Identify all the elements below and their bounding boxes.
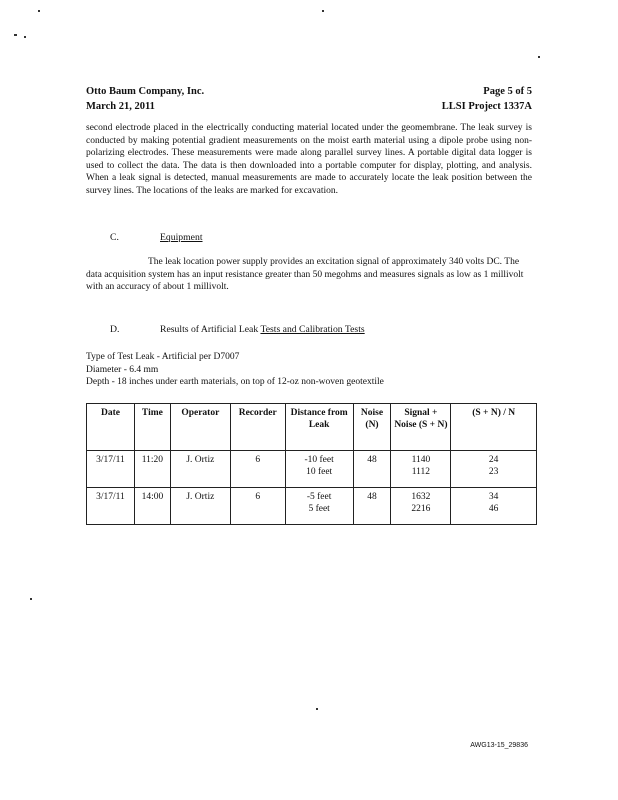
cell-recorder: 6 [230,488,285,525]
cell-signal-line: 2216 [411,504,431,514]
header-right [442,84,532,114]
cell-distance-line: 10 feet [306,467,333,477]
section-d-title-underlined: Tests and Calibration Tests [260,324,365,335]
col-header-operator: Operator [170,404,230,451]
scan-speck [24,36,26,38]
cell-signal [391,488,451,525]
section-c-number: C. [110,232,119,243]
cell-operator: J. Ortiz [170,488,230,525]
table-header-row [87,404,537,451]
scan-speck [38,10,40,12]
scan-speck [316,708,318,710]
footer-stamp: AWG13-15_29836 [470,742,528,749]
cell-noise: 48 [353,488,391,525]
scan-speck [14,34,17,36]
cell-signal-line: 1140 [411,455,431,465]
test-depth: Depth - 18 inches under earth materials, on top of 12-oz non-woven geotextile [86,377,384,387]
table-row [87,488,537,525]
section-d-title-plain: Results of Artificial Leak [160,324,261,335]
cell-ratio-line: 24 [488,455,499,465]
col-header-date: Date [87,404,135,451]
cell-time: 11:20 [134,451,170,488]
section-c-title: Equipment [160,232,203,243]
col-header-time: Time [134,404,170,451]
section-d-number: D. [110,324,120,335]
cell-distance [285,488,353,525]
cell-ratio [451,488,537,525]
cell-date: 3/17/11 [87,488,135,525]
cell-ratio [451,451,537,488]
cell-signal [391,451,451,488]
company-name: Otto Baum Company, Inc. [86,86,205,97]
col-header-noise: Noise (N) [353,404,391,451]
cell-distance-line: -10 feet [304,455,334,465]
cell-signal-line: 1632 [411,492,431,502]
col-header-ratio: (S + N) / N [451,404,537,451]
cell-operator: J. Ortiz [170,451,230,488]
test-info [86,351,384,389]
cell-signal-line: 1112 [411,467,431,477]
cell-ratio-line: 23 [488,467,499,477]
cell-time: 14:00 [134,488,170,525]
report-date: March 21, 2011 [86,101,155,112]
scan-speck [322,10,324,12]
page-number: Page 5 of 5 [483,86,532,97]
col-header-distance: Distance from Leak [285,404,353,451]
cell-distance [285,451,353,488]
scan-speck [30,598,32,600]
intro-paragraph: second electrode placed in the electrically conducting material located under the geomembrane. The leak survey is conducted by making potential gradient measurements on the moist earth material using a dipole probe using non-polarizing electrodes. These measurements were made along parallel survey lines. A portable digital data logger is used to collect the data. The data is then downloaded into a portable computer for display, plotting, and analysis. When a leak signal is detected, manual measurements are made to accurately locate the leak position between the survey lines. The locations of the leaks are marked for excavation. [86,123,532,196]
cell-recorder: 6 [230,451,285,488]
cell-ratio-line: 34 [488,492,499,502]
results-table [86,403,537,525]
project-id: LLSI Project 1337A [441,101,532,112]
col-header-signal: Signal + Noise (S + N) [391,404,451,451]
cell-date: 3/17/11 [87,451,135,488]
section-c-paragraph: The leak location power supply provides an excitation signal of approximately 340 volts DC. The data acquisition system has an input resistance greater than 50 megohms and measures signals as low as 1 millivolt with an accuracy of about 1 millivolt. [86,257,524,292]
cell-ratio-line: 46 [488,504,499,514]
test-diameter: Diameter - 6.4 mm [86,364,159,375]
scan-speck [538,56,540,58]
cell-noise: 48 [353,451,391,488]
cell-distance-line: 5 feet [308,504,330,514]
cell-distance-line: -5 feet [306,492,332,502]
header-left [86,84,204,114]
table-row [87,451,537,488]
col-header-recorder: Recorder [230,404,285,451]
section-d-title [160,324,365,335]
test-leak-type: Type of Test Leak - Artificial per D7007 [86,352,240,362]
